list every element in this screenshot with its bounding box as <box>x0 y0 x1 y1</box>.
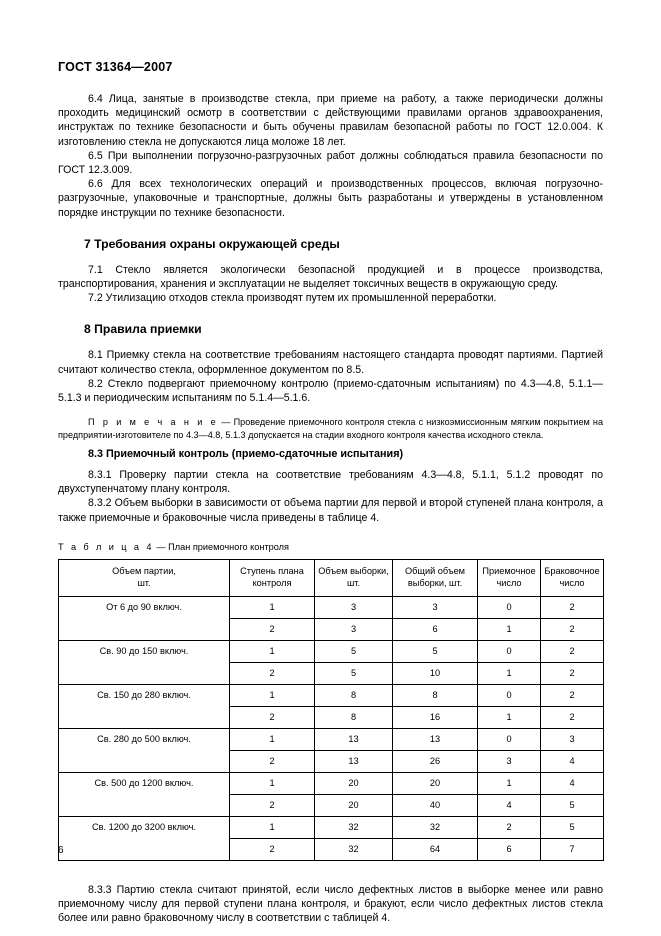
paragraph-8-1: 8.1 Приемку стекла на соответствие требованиям настоящего стандарта проводят партиями. Партией считают количество стекла, оформленное документом по 8.5. <box>58 349 603 376</box>
table-row <box>59 662 604 684</box>
header-line-1: Общий объем <box>404 566 466 577</box>
cell-acceptance-number: 4 <box>478 794 541 816</box>
cell-rejection-number: 2 <box>541 618 604 640</box>
cell-lot-size-continuation <box>59 750 230 772</box>
spacer <box>58 405 603 416</box>
cell-lot-size-continuation <box>59 706 230 728</box>
cell-plan-stage: 2 <box>230 838 315 860</box>
cell-rejection-number: 7 <box>541 838 604 860</box>
cell-sample-size: 3 <box>315 618 393 640</box>
note-block <box>58 416 603 441</box>
cell-rejection-number: 2 <box>541 706 604 728</box>
cell-lot-size: Св. 90 до 150 включ. <box>59 640 230 662</box>
cell-rejection-number: 2 <box>541 684 604 706</box>
spacer <box>58 252 603 263</box>
header-line-1: Объем партии, <box>112 566 176 577</box>
header-line-1: Объем выборки, <box>318 566 389 577</box>
note-label: П р и м е ч а н и е <box>88 417 219 428</box>
header-line-2: шт. <box>137 577 151 588</box>
paragraph-7-2: 7.2 Утилизацию отходов стекла производят путем их промышленной переработки. <box>88 292 497 305</box>
cell-lot-size: Св. 150 до 280 включ. <box>59 684 230 706</box>
table-header-row <box>59 559 604 596</box>
column-header-total-sample-size <box>393 559 478 596</box>
cell-total-sample-size: 20 <box>393 772 478 794</box>
paragraph-8-3-3: 8.3.3 Партию стекла считают принятой, если число дефектных листов в выборке менее или равно приемочному числу для первой ступени плана контроля, и бракуют, если число дефектных листов стекла более или равно браковочному числу в соответствии с таблицей 4. <box>58 883 603 925</box>
paragraph-7-1: 7.1 Стекло является экологически безопасной продукцией и в процессе производства, транспортирования, хранения и эксплуатации не выделяет токсичных веществ в окружающую среду. <box>58 263 603 291</box>
cell-rejection-number: 5 <box>541 794 604 816</box>
cell-total-sample-size: 64 <box>393 838 478 860</box>
paragraph-6-6: 6.6 Для всех технологических операций и производственных процессов, включая погрузочно-разгрузочные, упаковочные и транспортные, должны быть разработаны и утверждены в установленном порядке инструкции по технике безопасности. <box>58 178 603 219</box>
spacer <box>58 337 603 348</box>
document-body <box>58 92 603 925</box>
cell-sample-size: 3 <box>315 596 393 618</box>
column-header-sample-size <box>315 559 393 596</box>
cell-plan-stage: 1 <box>230 640 315 662</box>
table-row <box>59 706 604 728</box>
cell-acceptance-number: 2 <box>478 816 541 838</box>
cell-acceptance-number: 0 <box>478 728 541 750</box>
cell-lot-size: Св. 500 до 1200 включ. <box>59 772 230 794</box>
header-line-2: выборки, шт. <box>407 577 463 588</box>
cell-lot-size: От 6 до 90 включ. <box>59 596 230 618</box>
table-row <box>59 750 604 772</box>
cell-acceptance-number: 1 <box>478 618 541 640</box>
table-row <box>59 772 604 794</box>
spacer <box>58 861 603 877</box>
cell-acceptance-number: 1 <box>478 772 541 794</box>
spacer <box>58 305 603 321</box>
cell-lot-size-continuation <box>59 618 230 640</box>
spacer <box>58 525 603 541</box>
table-row <box>59 816 604 838</box>
paragraph-6-4: 6.4 Лица, занятые в производстве стекла, при приеме на работу, а также периодически должны проходить медицинский осмотр в соответствии с действующими правилами органов здравоохранения, инструктаж по технике безопасности и быть обучены правилам безопасной работы по ГОСТ 12.0.004. К изготовлению стекла не допускаются лица моложе 18 лет. <box>58 93 603 148</box>
table-head <box>59 559 604 596</box>
table-row <box>59 684 604 706</box>
header-line-1: Браковочное <box>544 566 600 577</box>
header-line-2: число <box>496 577 522 588</box>
cell-total-sample-size: 5 <box>393 640 478 662</box>
table-row <box>59 618 604 640</box>
cell-plan-stage: 2 <box>230 618 315 640</box>
cell-plan-stage: 2 <box>230 706 315 728</box>
cell-total-sample-size: 16 <box>393 706 478 728</box>
header-line-2: число <box>559 577 585 588</box>
cell-acceptance-number: 0 <box>478 596 541 618</box>
cell-sample-size: 20 <box>315 794 393 816</box>
cell-plan-stage: 1 <box>230 816 315 838</box>
header-line-1: Приемочное <box>482 566 536 577</box>
cell-plan-stage: 2 <box>230 662 315 684</box>
cell-total-sample-size: 6 <box>393 618 478 640</box>
acceptance-plan-table <box>58 559 604 861</box>
cell-acceptance-number: 6 <box>478 838 541 860</box>
cell-plan-stage: 1 <box>230 684 315 706</box>
cell-acceptance-number: 1 <box>478 706 541 728</box>
cell-total-sample-size: 32 <box>393 816 478 838</box>
cell-rejection-number: 2 <box>541 596 604 618</box>
cell-plan-stage: 2 <box>230 750 315 772</box>
cell-sample-size: 5 <box>315 662 393 684</box>
cell-sample-size: 32 <box>315 816 393 838</box>
subsection-heading-8-3: 8.3 Приемочный контроль (приемо-сдаточные испытания) <box>88 448 404 461</box>
table-body <box>59 596 604 860</box>
cell-plan-stage: 2 <box>230 794 315 816</box>
table-row <box>59 794 604 816</box>
document-header: ГОСТ 31364—2007 <box>58 60 173 74</box>
table-caption-text: — План приемочного контроля <box>153 541 290 552</box>
cell-rejection-number: 4 <box>541 772 604 794</box>
cell-acceptance-number: 0 <box>478 640 541 662</box>
spacer <box>58 220 603 236</box>
column-header-rejection-number <box>541 559 604 596</box>
note-text: — Проведение приемочного контроля стекла с низкоэмиссионным мягким покрытием на предприятии-изготовителе по 4.3—4.8, 5.1.3 допускается на стадии входного контроля качества исходного стекла. <box>58 417 603 440</box>
table-row <box>59 596 604 618</box>
cell-lot-size-continuation <box>59 838 230 860</box>
table-row <box>59 728 604 750</box>
table-row <box>59 640 604 662</box>
paragraph-8-3-2: 8.3.2 Объем выборки в зависимости от объема партии для первой и второй ступеней плана контроля, а также приемочные и браковочные числа приведены в таблице 4. <box>58 497 603 524</box>
table-row <box>59 838 604 860</box>
cell-total-sample-size: 3 <box>393 596 478 618</box>
cell-acceptance-number: 3 <box>478 750 541 772</box>
column-header-acceptance-number <box>478 559 541 596</box>
cell-sample-size: 13 <box>315 750 393 772</box>
section-heading-7: 7 Требования охраны окружающей среды <box>84 236 340 251</box>
cell-rejection-number: 2 <box>541 640 604 662</box>
cell-plan-stage: 1 <box>230 596 315 618</box>
header-line-1: Ступень плана <box>240 566 304 577</box>
cell-lot-size: Св. 1200 до 3200 включ. <box>59 816 230 838</box>
cell-acceptance-number: 0 <box>478 684 541 706</box>
cell-rejection-number: 5 <box>541 816 604 838</box>
cell-plan-stage: 1 <box>230 728 315 750</box>
cell-total-sample-size: 13 <box>393 728 478 750</box>
column-header-plan-stage <box>230 559 315 596</box>
cell-total-sample-size: 40 <box>393 794 478 816</box>
section-heading-8: 8 Правила приемки <box>84 322 202 337</box>
header-line-2: контроля <box>252 577 292 588</box>
cell-rejection-number: 4 <box>541 750 604 772</box>
cell-lot-size-continuation <box>59 794 230 816</box>
cell-total-sample-size: 10 <box>393 662 478 684</box>
cell-lot-size: Св. 280 до 500 включ. <box>59 728 230 750</box>
cell-sample-size: 13 <box>315 728 393 750</box>
cell-total-sample-size: 8 <box>393 684 478 706</box>
page-number: 6 <box>58 845 64 856</box>
cell-sample-size: 5 <box>315 640 393 662</box>
cell-total-sample-size: 26 <box>393 750 478 772</box>
table-caption <box>58 541 603 554</box>
paragraph-8-3-1: 8.3.1 Проверку партии стекла на соответствие требованиям 4.3—4.8, 5.1.1, 5.1.2 проводят по двухступенчатому плану контроля. <box>58 469 603 496</box>
paragraph-6-5: 6.5 При выполнении погрузочно-разгрузочных работ должны соблюдаться правила безопасности по ГОСТ 12.3.009. <box>58 149 603 177</box>
column-header-lot-size <box>59 559 230 596</box>
cell-rejection-number: 3 <box>541 728 604 750</box>
cell-plan-stage: 1 <box>230 772 315 794</box>
cell-sample-size: 8 <box>315 684 393 706</box>
cell-acceptance-number: 1 <box>478 662 541 684</box>
paragraph-8-2: 8.2 Стекло подвергают приемочному контролю (приемо-сдаточным испытаниям) по 4.3—4.8, 5.1.1—5.1.3 и периодическим испытаниям по 5.1.4—5.1.6. <box>58 377 603 405</box>
cell-sample-size: 20 <box>315 772 393 794</box>
cell-sample-size: 32 <box>315 838 393 860</box>
table-caption-label: Т а б л и ц а 4 <box>58 541 154 552</box>
header-line-2: шт. <box>346 577 361 588</box>
cell-rejection-number: 2 <box>541 662 604 684</box>
cell-sample-size: 8 <box>315 706 393 728</box>
cell-lot-size-continuation <box>59 662 230 684</box>
